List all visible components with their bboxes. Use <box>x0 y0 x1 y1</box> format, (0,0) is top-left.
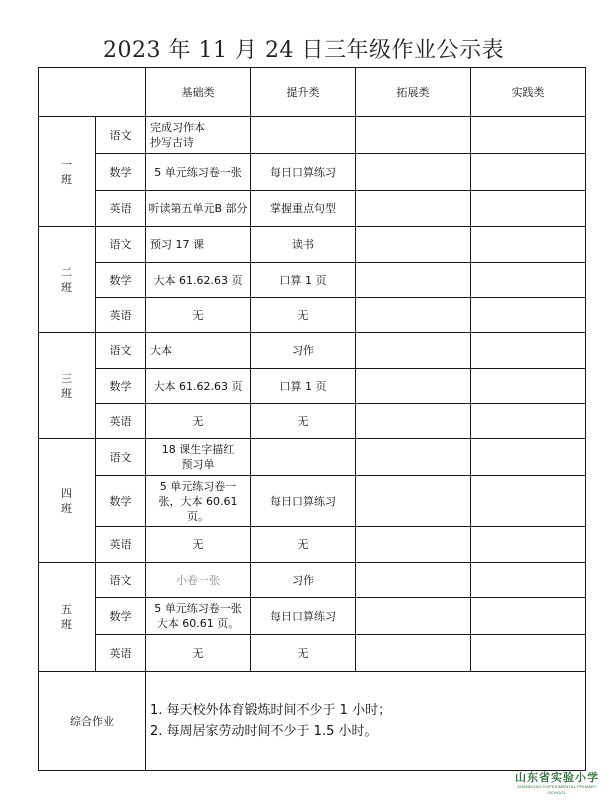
summary-label: 综合作业 <box>39 672 146 771</box>
subject-cell: 英语 <box>96 404 146 439</box>
cell-improve: 读书 <box>251 227 356 263</box>
subject-cell: 数学 <box>96 154 146 191</box>
subject-cell: 英语 <box>96 298 146 333</box>
cell-improve: 无 <box>251 404 356 439</box>
cell-improve: 习作 <box>251 563 356 598</box>
subject-cell: 语文 <box>96 333 146 369</box>
cell-extend <box>356 635 471 672</box>
subject-cell: 语文 <box>96 439 146 476</box>
cell-basic: 完成习作本 抄写古诗 <box>146 117 251 154</box>
cell-basic: 预习 17 课 <box>146 227 251 263</box>
cell-basic: 18 课生字描红 预习单 <box>146 439 251 476</box>
cell-extend <box>356 563 471 598</box>
cell-basic: 无 <box>146 635 251 672</box>
subject-cell: 语文 <box>96 563 146 598</box>
cell-improve: 每日口算练习 <box>251 598 356 635</box>
table-row <box>39 369 586 404</box>
summary-line: 2. 每周居家劳动时间不少于 1.5 小时。 <box>150 724 378 739</box>
cell-basic: 无 <box>146 404 251 439</box>
cell-extend <box>356 298 471 333</box>
table-row <box>39 598 586 635</box>
cell-basic: 无 <box>146 527 251 563</box>
table-row <box>39 563 586 598</box>
school-name-en: SHANDONG EXPERIMENTAL PRIMARY SCHOOL <box>517 784 597 795</box>
school-name-cn: 山东省实验小学 <box>515 771 599 784</box>
cell-improve: 掌握重点句型 <box>251 191 356 227</box>
cell-improve: 口算 1 页 <box>251 263 356 298</box>
header-extend: 拓展类 <box>356 68 471 117</box>
cell-practice <box>471 117 586 154</box>
cell-extend <box>356 404 471 439</box>
cell-improve: 习作 <box>251 333 356 369</box>
class-label: 五 班 <box>39 563 96 672</box>
subject-cell: 英语 <box>96 527 146 563</box>
cell-improve: 无 <box>251 635 356 672</box>
cell-practice <box>471 369 586 404</box>
cell-practice <box>471 439 586 476</box>
cell-extend <box>356 439 471 476</box>
cell-practice <box>471 598 586 635</box>
table-row <box>39 333 586 369</box>
table-row <box>39 263 586 298</box>
summary-line: 1. 每天校外体育锻炼时间不少于 1 小时； <box>150 703 392 718</box>
header-blank-cell <box>39 68 146 117</box>
cell-improve <box>251 439 356 476</box>
summary-content <box>146 672 586 771</box>
cell-practice <box>471 635 586 672</box>
subject-cell: 语文 <box>96 117 146 154</box>
class-label: 三 班 <box>39 333 96 439</box>
cell-improve: 无 <box>251 298 356 333</box>
subject-cell: 数学 <box>96 598 146 635</box>
cell-basic: 5 单元练习卷一张 <box>146 154 251 191</box>
cell-basic: 5 单元练习卷一张 大本 60.61 页。 <box>146 598 251 635</box>
cell-practice <box>471 333 586 369</box>
page-title: 2023 年 11 月 24 日三年级作业公示表 <box>103 38 504 63</box>
cell-extend <box>356 476 471 527</box>
homework-table <box>38 67 586 771</box>
cell-basic: 大本 61.62.63 页 <box>146 369 251 404</box>
cell-extend <box>356 117 471 154</box>
cell-improve: 每日口算练习 <box>251 154 356 191</box>
cell-extend <box>356 227 471 263</box>
header-practice: 实践类 <box>471 68 586 117</box>
table-row <box>39 635 586 672</box>
cell-basic: 无 <box>146 298 251 333</box>
class-label: 二 班 <box>39 227 96 333</box>
cell-practice <box>471 227 586 263</box>
subject-cell: 数学 <box>96 476 146 527</box>
cell-improve: 口算 1 页 <box>251 369 356 404</box>
cell-practice <box>471 476 586 527</box>
cell-practice <box>471 404 586 439</box>
table-row <box>39 191 586 227</box>
table-row <box>39 117 586 154</box>
table-row <box>39 527 586 563</box>
cell-extend <box>356 263 471 298</box>
header-row <box>39 68 586 117</box>
header-basic: 基础类 <box>146 68 251 117</box>
table-row <box>39 227 586 263</box>
cell-improve: 无 <box>251 527 356 563</box>
cell-extend <box>356 598 471 635</box>
school-watermark <box>508 771 606 796</box>
cell-extend <box>356 527 471 563</box>
cell-extend <box>356 333 471 369</box>
cell-practice <box>471 527 586 563</box>
cell-practice <box>471 191 586 227</box>
subject-cell: 数学 <box>96 263 146 298</box>
subject-cell: 数学 <box>96 369 146 404</box>
cell-improve: 每日口算练习 <box>251 476 356 527</box>
table-row <box>39 154 586 191</box>
cell-basic: 大本 <box>146 333 251 369</box>
table-row <box>39 439 586 476</box>
cell-basic: 5 单元练习卷一 张，大本 60.61 页。 <box>146 476 251 527</box>
subject-cell: 语文 <box>96 227 146 263</box>
subject-cell: 英语 <box>96 635 146 672</box>
class-label: 四 班 <box>39 439 96 563</box>
table-row <box>39 476 586 527</box>
table-row <box>39 404 586 439</box>
cell-extend <box>356 369 471 404</box>
subject-cell: 英语 <box>96 191 146 227</box>
cell-extend <box>356 191 471 227</box>
cell-practice <box>471 263 586 298</box>
cell-extend <box>356 154 471 191</box>
class-label: 一 班 <box>39 117 96 227</box>
cell-practice <box>471 563 586 598</box>
cell-basic: 小卷一张 <box>146 563 251 598</box>
cell-practice <box>471 298 586 333</box>
cell-basic: 大本 61.62.63 页 <box>146 263 251 298</box>
cell-practice <box>471 154 586 191</box>
table-row <box>39 298 586 333</box>
cell-improve <box>251 117 356 154</box>
summary-row <box>39 672 586 771</box>
header-improve: 提升类 <box>251 68 356 117</box>
cell-basic: 听读第五单元B 部分 <box>146 191 251 227</box>
